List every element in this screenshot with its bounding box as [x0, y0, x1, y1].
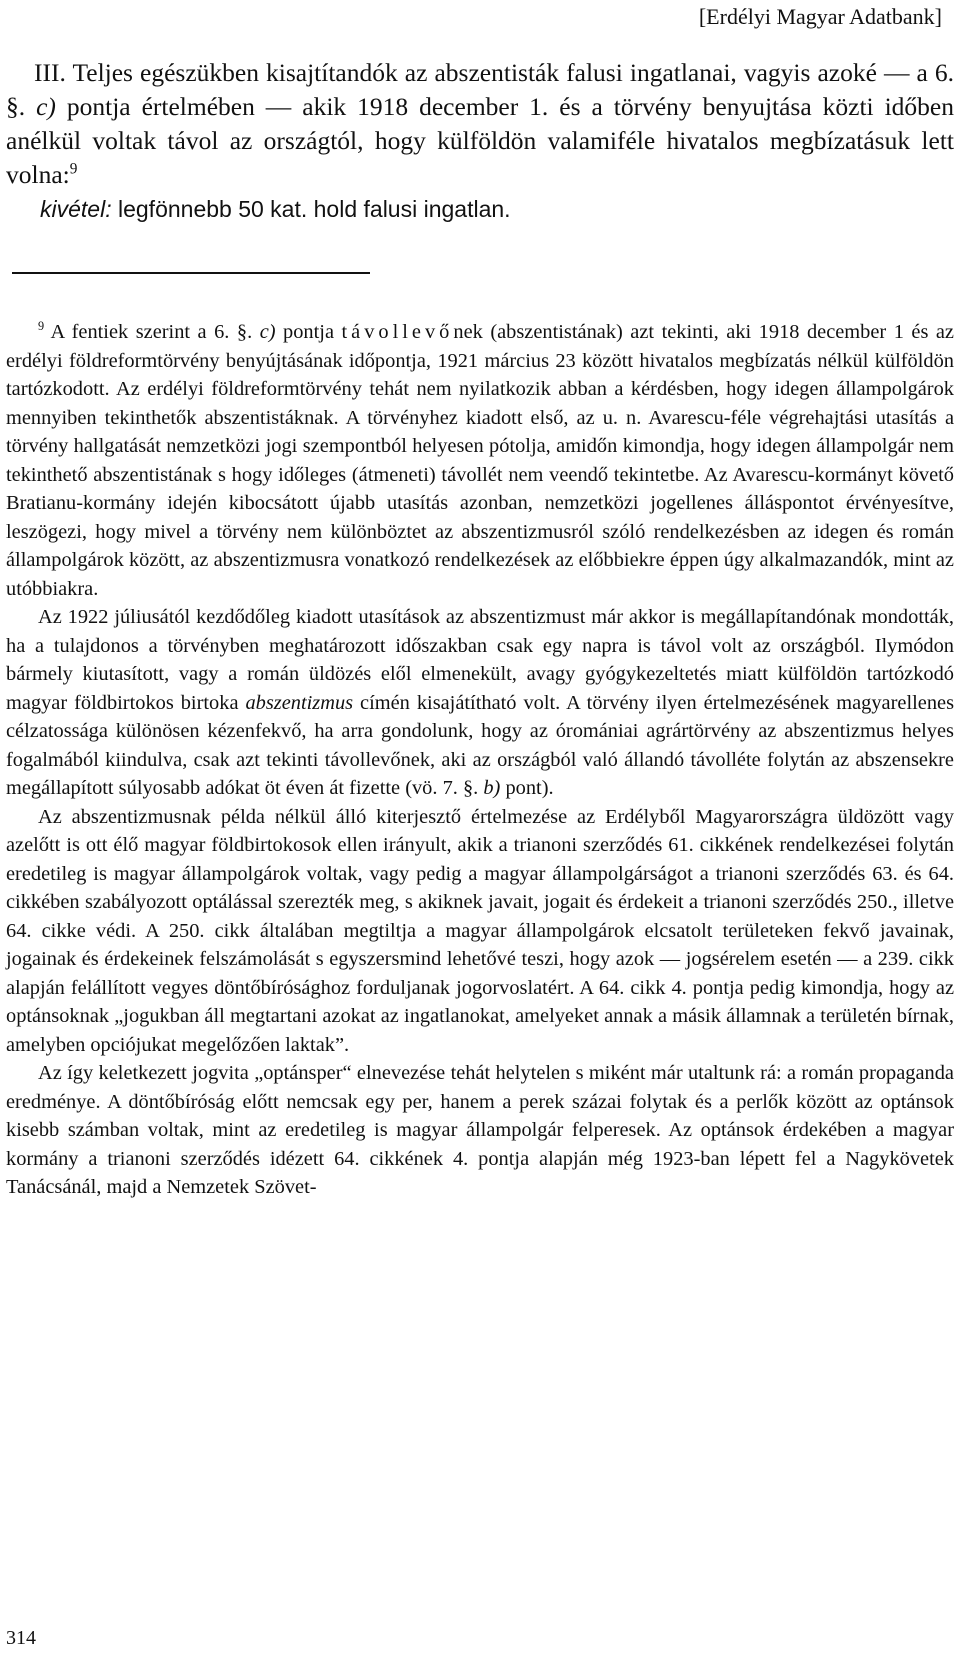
footnote-ref[interactable]: 9: [69, 160, 78, 178]
fn-p1-spaced: távollevő: [341, 321, 454, 343]
section-prefix: III.: [34, 58, 66, 87]
fn-p2-italic: abszentizmus: [245, 691, 354, 714]
section-iii: [6, 56, 954, 192]
fn-p1-a: A fentiek szerint a 6. §.: [50, 321, 260, 343]
fn-p2-b: címén kisajátítható volt. A törvény ilyen értelmezésének magyarellenes célzatossága különösen kézenfekvő, ha arra gondolunk, hogy az óromániai agrártörvény az abszentizmus helyes fogalmából kiindulva, csak azt tekinti távollevőnek, aki az országból való állandó távolléte folytán az abszensekre megállapított súlyosabb adókat öt éven át fizette (vö. 7. §.: [6, 691, 954, 799]
exception-label: kivétel:: [40, 196, 112, 222]
page-number: 314: [6, 1627, 36, 1649]
section-italic: c): [36, 92, 56, 121]
fn-p2-c: pont).: [500, 777, 554, 799]
exception-line: [6, 192, 954, 226]
fn-p1-c: nek (abszentistának) azt tekinti, aki 1918 december 1 és az erdélyi földreformtörvény benyújtásának időpontja, 1921 március 23 között hivatalos megbízatás nélkül külföldön tartózkodott. Az erdélyi földreformtörvény tehát nem nyilatkozik abban a kérdésben, hogy idegen állampolgárok mennyiben tekinthetők abszentistáknak. A törvényhez kiadott első, az u. n. Avarescu-féle végrehajtási utasítás a törvény hallgatását nemzetközi jogi szempontból helyesen pótolja, amidőn kimondja, hogy idegen állampolgár nem tekinthető abszentistának s hogy időleges (átmeneti) távollét nem veendő tekintetbe. Az Avarescu-kormányt követő Bratianu-kormány idején kibocsátott újabb utasítás azonban, nemzetközi jogellenes álláspontot érvényesítve, leszögezi, hogy mivel a törvény nem különböztet az abszentizmusról szóló rendelkezésben az idegen és román állampolgárok között, az abszentizmusra vonatkozó rendelkezések az előbbiekre éppen úgy alkalmazandók, mint az utóbbiakra.: [6, 321, 954, 600]
section-text-2: pontja értelmében — akik 1918 december 1. és a törvény benyujtása közti időben anélkül voltak távol az országtól, hogy külföldön valamiféle hivatalos megbízatásuk lett volna:: [6, 92, 954, 189]
footnote-block: [6, 318, 954, 1202]
fn-p2-a: Az 1922 júliusától kezdődőleg kiadott utasítások az abszentizmust már akkor is megállapítandónak mondották, ha a tulajdonos a törvényben meghatározott időszakban csak egy napra is távol volt az országból. Ilymódon bármely kiutasított, vagy a román üldözés elől elmenekült, avagy gyógykezeltetés miatt külföldön tartózkodó magyar földbirtokos birtoka: [6, 606, 954, 714]
footnote-paragraph-2: [6, 603, 954, 803]
fn-p1-italic: c): [259, 321, 276, 343]
exception-text: legfönnebb 50 kat. hold falusi ingatlan.: [111, 196, 511, 222]
footnote-paragraph-1: [6, 318, 954, 603]
source-header: [Erdélyi Magyar Adatbank]: [698, 4, 942, 29]
footnote-number: 9: [38, 319, 45, 334]
footnote-paragraph-4: Az így keletkezett jogvita „optánsper“ elnevezése tehát helytelen s miként már utaltunk rá: a román propaganda eredménye. A döntőbíróság előtt nemcsak egy per, hanem a perek százai folytak és a perlők között az optánsok kisebb számban voltak, mint az eredetileg is magyar állampolgár felperesek. Az optánsok érdekében a magyar kormány a trianoni szerződés idézett 64. cikkének 4. pontja alapján még 1923-ban lépett fel a Nagykövetek Tanácsánál, majd a Nemzetek Szövet-: [6, 1062, 954, 1198]
footnote-divider: [12, 272, 370, 274]
main-text: [6, 56, 954, 226]
section-text: Teljes egészükben kisajtítandók az abszentisták falusi ingatlanai, vagyis azoké — a 6. §.: [6, 58, 954, 121]
fn-p2-italic-2: b): [483, 777, 501, 799]
fn-p1-b: pontja: [275, 321, 342, 343]
footnote-paragraph-3: Az abszentizmusnak példa nélkül álló kiterjesztő értelmezése az Erdélyből Magyarországra üldözött vagy azelőtt is ott élő magyar földbirtokosok ellen irányult, akik a trianoni szerződés 61. cikkének rendelkezései folytán eredetileg is magyar állampolgárok voltak, vagy pedig a magyar állampolgárságot a trianoni szerződés 63. és 64. cikkében szabályozott optálással szerezték meg, s akiknek javait, jogait és érdekeit a trianoni szerződés 250., illetve 64. cikke védi. A 250. cikk általában megtiltja a magyar állampolgárok elcsatolt területeken fekvő javainak, jogainak és érdekeinek felszámolását s egyszersmind lehetővé teszi, hogy azok — jogsérelem esetén — a 239. cikk alapján felállított vegyes döntőbírósághoz forduljanak jogorvoslatért. A 64. cikk 4. pontja pedig kimondja, hogy az optánsoknak „jogukban áll megtartani azokat az ingatlanokat, amelyeket annak a másik államnak a területén bírnak, amelyben opciójukat megelőzően laktak”.: [6, 805, 954, 1056]
